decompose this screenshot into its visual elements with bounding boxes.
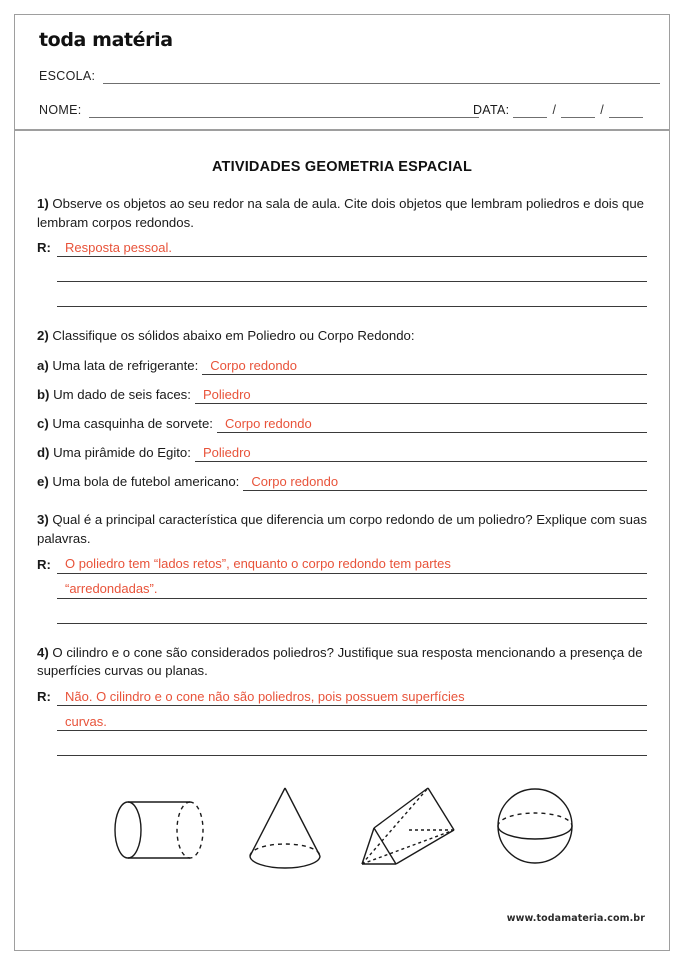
answer-write-line[interactable] (57, 238, 647, 257)
subitem-c-letter: c) (37, 416, 49, 432)
question-4-number: 4) (37, 644, 49, 660)
subitem-c-write-line[interactable] (217, 414, 647, 433)
date-separator-1: / (552, 103, 557, 117)
answer-text: “arredondadas”. (65, 581, 158, 597)
subitem-c-text: Uma casquinha de sorvete: (52, 416, 213, 432)
answer-write-line[interactable] (57, 555, 647, 574)
answer-write-line[interactable] (57, 712, 647, 731)
answer-write-line[interactable] (57, 263, 647, 282)
question-3-number: 3) (37, 512, 49, 528)
subitem-b-letter: b) (37, 387, 50, 403)
question-2 (37, 327, 647, 491)
question-3-body: Qual é a principal característica que diferencia um corpo redondo de um poliedro? Explique com suas palavras. (37, 512, 647, 546)
subitem-d-label (37, 445, 191, 462)
question-2-subitem-a (37, 355, 647, 375)
answer-write-line[interactable] (57, 605, 647, 624)
subitem-d-answer: Poliedro (202, 445, 251, 461)
question-4 (37, 644, 647, 756)
subitem-a-label (37, 358, 198, 375)
question-3 (37, 511, 647, 623)
name-field-row (39, 103, 479, 118)
question-spacer (37, 628, 647, 644)
question-3-answer-line-3 (37, 605, 647, 624)
school-input-line[interactable] (103, 71, 660, 84)
date-label: DATA: (472, 103, 510, 117)
question-1-answer-line-2 (37, 263, 647, 282)
subitem-b-write-line[interactable] (195, 385, 647, 404)
sphere-figure (485, 774, 585, 874)
subitem-e-text: Uma bola de futebol americano: (52, 474, 240, 490)
worksheet-page (14, 14, 670, 951)
brand-logo: toda matéria (39, 29, 173, 51)
subitem-d-write-line[interactable] (195, 443, 647, 462)
page-title: ATIVIDADES GEOMETRIA ESPACIAL (211, 159, 473, 175)
cone-figure (230, 774, 340, 874)
question-2-subitem-b (37, 384, 647, 404)
question-1-answer-line-1 (37, 238, 647, 257)
question-1-number: 1) (37, 196, 49, 211)
subitem-a-letter: a) (37, 358, 49, 374)
subitem-b-answer: Poliedro (202, 387, 251, 403)
question-4-text (37, 644, 647, 681)
answer-text: O poliedro tem “lados retos”, enquanto o corpo redondo tem partes (65, 556, 451, 572)
answer-write-line[interactable] (57, 580, 647, 599)
question-4-body: O cilindro e o cone são considerados poliedros? Justifique sua resposta mencionando a presença de superfícies curvas ou planas. (37, 644, 643, 679)
question-2-subitem-e (37, 471, 647, 491)
answer-write-line[interactable] (57, 687, 647, 706)
subitem-e-answer: Corpo redondo (251, 474, 339, 490)
worksheet-content (15, 159, 669, 874)
date-year-input[interactable] (609, 105, 643, 118)
subitem-c-label (37, 416, 213, 433)
question-2-number: 2) (37, 328, 49, 344)
subitem-b-text: Um dado de seis faces: (53, 387, 191, 403)
question-4-answer-line-2 (37, 712, 647, 731)
question-3-answer-line-2 (37, 580, 647, 599)
question-2-subitem-c (37, 413, 647, 433)
name-input-line[interactable] (89, 105, 479, 118)
answer-text: Não. O cilindro e o cone não são poliedros, pois possuem superfícies (65, 688, 465, 704)
question-3-text (37, 511, 647, 548)
subitem-e-label (37, 474, 239, 491)
answer-prefix: R: (37, 240, 51, 256)
solids-illustration-row (37, 774, 647, 874)
question-1-answer-line-3 (37, 288, 647, 307)
subitem-a-write-line[interactable] (202, 356, 647, 375)
cylinder-figure (100, 774, 220, 874)
question-1-body: Observe os objetos ao seu redor na sala de aula. Cite dois objetos que lembram poliedros e dois que lembram corpos redondos. (37, 196, 645, 230)
answer-text: curvas. (65, 713, 107, 729)
subitem-e-write-line[interactable] (243, 472, 647, 491)
question-2-body: Classifique os sólidos abaixo em Poliedro ou Corpo Redondo: (52, 328, 415, 344)
page-header (15, 15, 669, 131)
subitem-a-answer: Corpo redondo (210, 358, 298, 374)
answer-write-line[interactable] (57, 288, 647, 307)
name-label: NOME: (39, 103, 82, 117)
answer-prefix: R: (37, 556, 51, 572)
school-field-row (39, 69, 660, 84)
answer-prefix: R: (37, 689, 51, 705)
question-spacer (37, 311, 647, 327)
subitem-a-text: Uma lata de refrigerante: (52, 358, 199, 374)
date-separator-2: / (600, 103, 604, 117)
date-month-input[interactable] (561, 105, 595, 118)
date-field-row (473, 103, 647, 118)
triangular-prism-figure (350, 774, 475, 874)
question-1-text (37, 195, 647, 232)
subitem-b-label (37, 387, 191, 404)
school-label: ESCOLA: (39, 69, 96, 83)
question-2-text (37, 327, 647, 346)
answer-write-line[interactable] (57, 737, 647, 756)
subitem-d-text: Uma pirâmide do Egito: (53, 445, 191, 461)
question-3-answer-line-1 (37, 555, 647, 574)
question-2-subitem-d (37, 442, 647, 462)
footer-url: www.todamateria.com.br (506, 913, 645, 924)
question-1 (37, 195, 647, 307)
question-4-answer-line-1 (37, 687, 647, 706)
date-day-input[interactable] (513, 105, 547, 118)
answer-text: Resposta pessoal. (65, 240, 172, 256)
question-spacer (37, 495, 647, 511)
subitem-d-letter: d) (37, 445, 50, 461)
question-4-answer-line-3 (37, 737, 647, 756)
subitem-e-letter: e) (37, 474, 49, 490)
subitem-c-answer: Corpo redondo (224, 416, 312, 432)
